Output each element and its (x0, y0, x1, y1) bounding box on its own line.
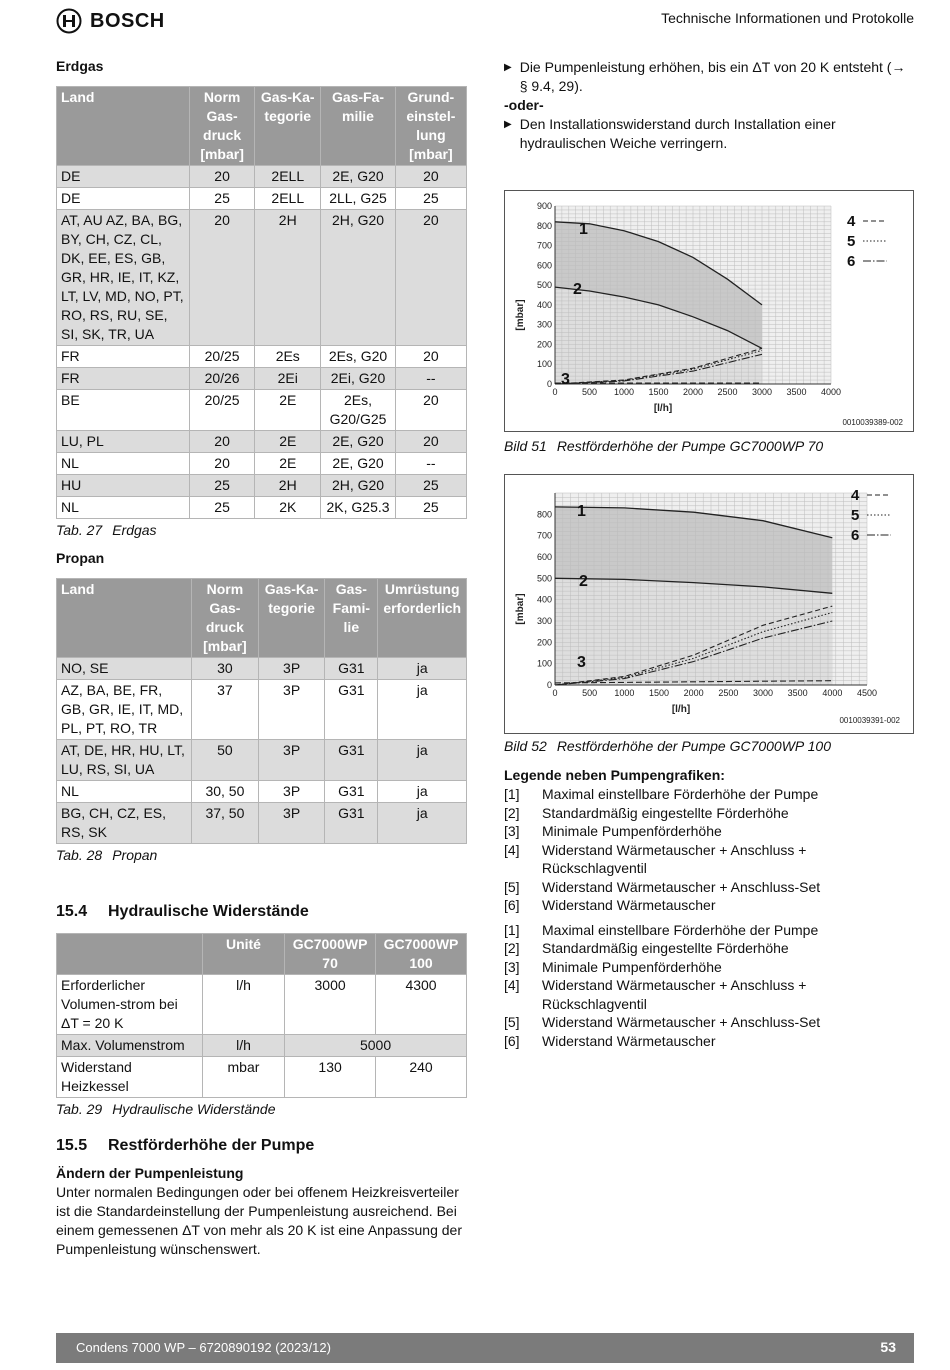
area-series-2 (555, 578, 832, 685)
row-label: Widerstand Heizkessel (57, 1057, 203, 1098)
table-cell: 20 (395, 210, 466, 346)
table-row (57, 497, 467, 519)
legend-item (504, 958, 914, 977)
table-cell: 2ELL (255, 166, 321, 188)
table-row (57, 1057, 467, 1098)
table-cell: NL (57, 497, 190, 519)
table-row (57, 803, 467, 844)
caption-text: Propan (112, 847, 158, 863)
pump-chart-gc7000wp-70 (505, 191, 913, 431)
pump-chart-gc7000wp-100 (505, 475, 913, 733)
legend-label-5: 5 (847, 233, 856, 250)
curve-marker-3: 3 (577, 654, 586, 671)
table-cell: 2E (255, 390, 321, 431)
x-tick-label: 2000 (683, 688, 704, 698)
table-row (57, 975, 467, 1035)
oder-text: -oder- (504, 97, 544, 113)
legend-key: [6] (504, 897, 520, 913)
table-cell: 2Es, G20/G25 (321, 390, 395, 431)
column-header: Umrüstung erforderlich (378, 579, 467, 658)
chart2-caption (504, 738, 841, 754)
propan-header-row (57, 579, 467, 658)
table-cell: AT, DE, HR, HU, LT, LU, RS, SI, UA (57, 740, 192, 781)
table-cell: 20 (395, 390, 466, 431)
x-tick-label: 1500 (648, 387, 669, 397)
figure-code: 0010039389-002 (842, 418, 903, 427)
column-header: Land (57, 87, 190, 166)
legend-list-a (504, 785, 914, 915)
x-tick-label: 4000 (820, 387, 842, 397)
x-axis-label: [l/h] (653, 403, 673, 414)
legend-item (504, 841, 914, 878)
table-cell: ja (378, 781, 467, 803)
table-cell: 2Ei, G20 (321, 368, 395, 390)
curve-marker-1: 1 (579, 221, 588, 238)
table-cell: AZ, BA, BE, FR, GB, GR, IE, IT, MD, PL, PT, RO, TR (57, 680, 192, 740)
erdgas-table (56, 86, 467, 519)
table-row (57, 680, 467, 740)
table-cell: 3P (259, 740, 325, 781)
legend-label-4: 4 (851, 487, 860, 504)
chart-box-2 (504, 474, 914, 734)
legend-item (504, 878, 914, 897)
table-cell: 20/26 (189, 368, 254, 390)
table-cell: ja (378, 803, 467, 844)
x-tick-label: 2500 (718, 688, 739, 698)
table-cell: 2H, G20 (321, 475, 395, 497)
x-tick-label: 0 (552, 688, 558, 698)
column-header: Norm Gas-druck [mbar] (189, 87, 254, 166)
column-header: Norm Gas-druck [mbar] (191, 579, 258, 658)
table-cell: -- (395, 453, 466, 475)
legend-key: [1] (504, 786, 520, 802)
legend-label-5: 5 (851, 507, 860, 524)
legend-key: [4] (504, 977, 520, 993)
table-cell: 25 (395, 188, 466, 210)
x-tick-label: 2500 (717, 387, 738, 397)
legend-item (504, 976, 914, 1013)
legend-item (504, 939, 914, 958)
table-cell: 2E, G20 (321, 453, 395, 475)
table-cell: ja (378, 740, 467, 781)
y-tick-label: 100 (536, 359, 552, 370)
pump-subheading: Ändern der Pumpenleistung (56, 1165, 244, 1181)
legend-key: [3] (504, 958, 520, 975)
legend-block (504, 765, 914, 1050)
erdgas-caption (56, 522, 468, 538)
legend-text: Standardmäßig eingestellte Förderhöhe (542, 804, 789, 821)
y-tick-label: 100 (536, 658, 552, 669)
section-15-4-title (56, 903, 468, 921)
section-number: 15.4 (56, 903, 88, 920)
bullet-text: Die Pumpenleistung erhöhen, bis ein ΔT von 20 K entsteht (→ § 9.4, 29). (519, 59, 906, 94)
table-cell: 20/25 (189, 390, 254, 431)
table-cell: 2E, G20 (321, 431, 395, 453)
table-cell: 20 (189, 166, 254, 188)
propan-caption (56, 847, 468, 863)
table-row (57, 210, 467, 346)
x-tick-label: 4000 (822, 688, 843, 698)
legend-key: [4] (504, 841, 520, 858)
caption-text: Hydraulische Widerstände (112, 1101, 276, 1117)
x-tick-label: 500 (581, 387, 598, 397)
table-cell: 3P (259, 803, 325, 844)
caption-number: Tab. 29 (56, 1101, 103, 1117)
legend-text: Maximal einstellbare Förderhöhe der Pumpe (542, 921, 819, 938)
y-tick-label: 600 (536, 260, 552, 271)
table-cell: 20 (189, 431, 254, 453)
column-header: Grund-einstel-lung [mbar] (395, 87, 466, 166)
caption-text: Erdgas (112, 522, 157, 538)
y-axis-label: [mbar] (515, 593, 526, 625)
x-tick-label: 3500 (786, 387, 807, 397)
table-cell: 2ELL (255, 188, 321, 210)
brand-logo (56, 8, 165, 34)
table-row (57, 658, 467, 680)
table-cell: 2Ei (255, 368, 321, 390)
value-cell-70: 130 (285, 1057, 376, 1098)
table-cell: -- (395, 368, 466, 390)
row-label: Max. Volumenstrom (57, 1035, 203, 1057)
chart-box-1 (504, 190, 914, 432)
caption-number: Bild 51 (504, 438, 547, 454)
x-tick-label: 1000 (614, 688, 635, 698)
section-heading: Hydraulische Widerstände (108, 903, 309, 920)
legend-text: Widerstand Wärmetauscher + Anschluss + Rückschlagventil (541, 977, 807, 1012)
left-column (56, 58, 468, 1259)
y-tick-label: 900 (536, 201, 552, 211)
bullet-item (504, 115, 914, 153)
legend-item (504, 1032, 914, 1051)
y-tick-label: 500 (536, 280, 552, 291)
legend-item (504, 1013, 914, 1032)
x-axis-label: [l/h] (671, 704, 691, 715)
table-cell: 20 (395, 166, 466, 188)
table-row (57, 475, 467, 497)
table-cell: 3P (259, 658, 325, 680)
legend-text: Widerstand Wärmetauscher (542, 897, 716, 913)
table-cell: FR (57, 368, 190, 390)
column-header: Unité (202, 934, 284, 975)
legend-text: Standardmäßig eingestellte Förderhöhe (542, 940, 789, 956)
column-header: Gas-Fami-lie (325, 579, 378, 658)
propan-heading: Propan (56, 550, 105, 566)
triangle-bullet-icon: ▶ (504, 119, 512, 130)
legend-list-b (504, 921, 914, 1051)
y-tick-label: 200 (536, 637, 552, 648)
legend-item (504, 804, 914, 823)
table-cell: 2H (255, 475, 321, 497)
erdgas-header-row (57, 87, 467, 166)
table-cell: ja (378, 658, 467, 680)
table-cell: 20 (189, 210, 254, 346)
section-number: 15.5 (56, 1137, 88, 1154)
table-cell: 25 (189, 497, 254, 519)
table-row (57, 781, 467, 803)
table-cell: NL (57, 781, 192, 803)
table-cell: 25 (189, 188, 254, 210)
table-cell: 2LL, G25 (321, 188, 395, 210)
table-cell: 25 (395, 475, 466, 497)
unit-cell: mbar (202, 1057, 284, 1098)
table-cell: AT, AU AZ, BA, BG, BY, CH, CZ, CL, DK, EE, ES, GB, GR, HR, IE, IT, KZ, LT, LV, MD, NO, PT, RO, RS, RU, SE, SI, SK, TR, UA (57, 210, 190, 346)
table-cell: BG, CH, CZ, ES, RS, SK (57, 803, 192, 844)
column-header: Gas-Ka-tegorie (255, 87, 321, 166)
table-cell: 2E (255, 453, 321, 475)
x-tick-label: 1000 (613, 387, 635, 397)
table-row (57, 188, 467, 210)
row-label: Erforderlicher Volumen-strom bei ΔT = 20 K (57, 975, 203, 1035)
table-cell: 2E, G20 (321, 166, 395, 188)
y-tick-label: 800 (536, 220, 552, 231)
column-header: Gas-Fa-milie (321, 87, 395, 166)
table-cell: 37, 50 (191, 803, 258, 844)
table-cell: HU (57, 475, 190, 497)
table-cell: G31 (325, 781, 378, 803)
y-tick-label: 800 (536, 509, 552, 520)
unit-cell: l/h (202, 1035, 284, 1057)
table-cell: 3P (259, 680, 325, 740)
legend-key: [2] (504, 804, 520, 821)
right-column (504, 58, 914, 153)
table-cell: 37 (191, 680, 258, 740)
legend-text: Widerstand Wärmetauscher + Anschluss-Set (542, 1014, 821, 1030)
table-cell: 25 (395, 497, 466, 519)
y-tick-label: 300 (536, 616, 552, 626)
legend-text: Widerstand Wärmetauscher + Anschluss-Set (542, 878, 821, 895)
table-row (57, 346, 467, 368)
x-tick-label: 500 (582, 688, 598, 698)
column-header (57, 934, 203, 975)
bullet-item (504, 58, 914, 96)
legend-label-4: 4 (847, 213, 856, 230)
x-tick-label: 3500 (787, 688, 808, 698)
table-row (57, 740, 467, 781)
y-tick-label: 400 (536, 594, 552, 605)
table-cell: NO, SE (57, 658, 192, 680)
table-cell: DE (57, 188, 190, 210)
x-tick-label: 3000 (751, 387, 773, 397)
table-cell: 2H, G20 (321, 210, 395, 346)
table-row (57, 390, 467, 431)
merged-cell: 5000 (285, 1035, 467, 1057)
table-cell: ja (378, 680, 467, 740)
y-tick-label: 600 (536, 552, 552, 562)
propan-table (56, 578, 467, 844)
figure-code: 0010039391-002 (839, 716, 900, 725)
brand-name: BOSCH (90, 9, 165, 32)
legend-key: [2] (504, 940, 520, 956)
table-cell: 2Es (255, 346, 321, 368)
column-header: Land (57, 579, 192, 658)
table-cell: DE (57, 166, 190, 188)
y-tick-label: 500 (536, 573, 552, 584)
table-cell: LU, PL (57, 431, 190, 453)
column-header: Gas-Ka-tegorie (259, 579, 325, 658)
column-header: GC7000WP 70 (285, 934, 376, 975)
legend-key: [1] (504, 921, 520, 938)
table-cell: 50 (191, 740, 258, 781)
table-cell: 2Es, G20 (321, 346, 395, 368)
legend-item (504, 896, 914, 915)
legend-label-6: 6 (847, 253, 856, 270)
table-cell: 20 (395, 346, 466, 368)
table-cell: 3P (259, 781, 325, 803)
footer-bar (56, 1333, 914, 1363)
table-cell: G31 (325, 803, 378, 844)
caption-text: Restförderhöhe der Pumpe GC7000WP 70 (556, 438, 824, 454)
table-cell: 20 (395, 431, 466, 453)
hydraulic-table (56, 933, 467, 1098)
table-cell: BE (57, 390, 190, 431)
x-tick-label: 3000 (752, 688, 774, 698)
curve-marker-2: 2 (579, 573, 588, 590)
table-cell: G31 (325, 740, 378, 781)
y-tick-label: 300 (536, 319, 552, 330)
table-cell: 30, 50 (191, 781, 258, 803)
column-header: GC7000WP 100 (376, 934, 467, 975)
legend-text: Minimale Pumpenförderhöhe (542, 958, 722, 975)
value-cell-100: 240 (376, 1057, 467, 1098)
legend-label-6: 6 (851, 527, 860, 544)
table-cell: 25 (189, 475, 254, 497)
legend-item (504, 921, 914, 940)
curve-marker-3: 3 (561, 371, 570, 388)
x-tick-label: 4500 (856, 688, 878, 698)
curve-marker-2: 2 (573, 281, 582, 298)
bosch-armature-icon (56, 8, 82, 34)
footer-doc-info: Condens 7000 WP – 6720890192 (2023/12) (76, 1340, 331, 1355)
triangle-bullet-icon: ▶ (504, 62, 512, 73)
legend-key: [5] (504, 1014, 520, 1030)
y-tick-label: 200 (536, 339, 552, 350)
table-cell: 2E (255, 431, 321, 453)
x-tick-label: 2000 (682, 387, 704, 397)
hydraulic-header-row (57, 934, 467, 975)
table-row (57, 453, 467, 475)
table-row (57, 166, 467, 188)
unit-cell: l/h (202, 975, 284, 1035)
erdgas-heading: Erdgas (56, 58, 104, 74)
legend-item (504, 785, 914, 804)
y-axis-label: [mbar] (515, 299, 526, 331)
legend-text: Minimale Pumpenförderhöhe (542, 823, 722, 839)
x-tick-label: 1500 (648, 688, 670, 698)
y-tick-label: 700 (536, 240, 552, 251)
y-tick-label: 400 (536, 299, 552, 310)
table-cell: G31 (325, 658, 378, 680)
table-cell: 2K (255, 497, 321, 519)
table-cell: 20/25 (189, 346, 254, 368)
y-tick-label: 700 (536, 530, 552, 541)
table-cell: NL (57, 453, 190, 475)
value-cell-70: 3000 (285, 975, 376, 1035)
x-tick-label: 0 (552, 387, 558, 397)
header-title: Technische Informationen und Protokolle (661, 10, 914, 26)
section-heading: Restförderhöhe der Pumpe (108, 1137, 315, 1154)
curve-marker-1: 1 (577, 503, 586, 520)
legend-text: Maximal einstellbare Förderhöhe der Pumpe (542, 786, 819, 802)
page-number: 53 (880, 1339, 896, 1355)
legend-key: [3] (504, 823, 520, 839)
legend-key: [6] (504, 1032, 520, 1049)
legend-text: Widerstand Wärmetauscher + Anschluss + Rückschlagventil (541, 841, 807, 876)
legend-heading: Legende neben Pumpengrafiken: (504, 767, 725, 783)
caption-number: Tab. 28 (56, 847, 103, 863)
legend-key: [5] (504, 878, 520, 895)
table-cell: 2K, G25.3 (321, 497, 395, 519)
section-15-5-title (56, 1137, 468, 1155)
table-cell: 30 (191, 658, 258, 680)
caption-number: Tab. 27 (56, 522, 103, 538)
hydraulic-caption (56, 1101, 468, 1117)
table-cell: 2H (255, 210, 321, 346)
bullet-text: Den Installationswiderstand durch Installation einer hydraulischen Weiche verringern. (519, 116, 836, 151)
y-tick-label: 0 (546, 379, 552, 389)
table-cell: 20 (189, 453, 254, 475)
caption-text: Restförderhöhe der Pumpe GC7000WP 100 (556, 738, 832, 754)
table-row (57, 1035, 467, 1057)
legend-item (504, 822, 914, 841)
y-tick-label: 0 (546, 680, 552, 690)
pump-paragraph: Unter normalen Bedingungen oder bei offenem Heizkreisverteiler ist die Standardeinstellung der Pumpenleistung ausreichend. Bei einem gemessenen ΔT von mehr als 20 K ist eine Anpassung der Pumpenleistung wünschenswert. (56, 1184, 462, 1257)
table-row (57, 431, 467, 453)
table-cell: FR (57, 346, 190, 368)
chart1-caption (504, 438, 833, 454)
caption-number: Bild 52 (504, 738, 547, 754)
value-cell-100: 4300 (376, 975, 467, 1035)
table-cell: G31 (325, 680, 378, 740)
legend-text: Widerstand Wärmetauscher (542, 1032, 716, 1049)
table-row (57, 368, 467, 390)
